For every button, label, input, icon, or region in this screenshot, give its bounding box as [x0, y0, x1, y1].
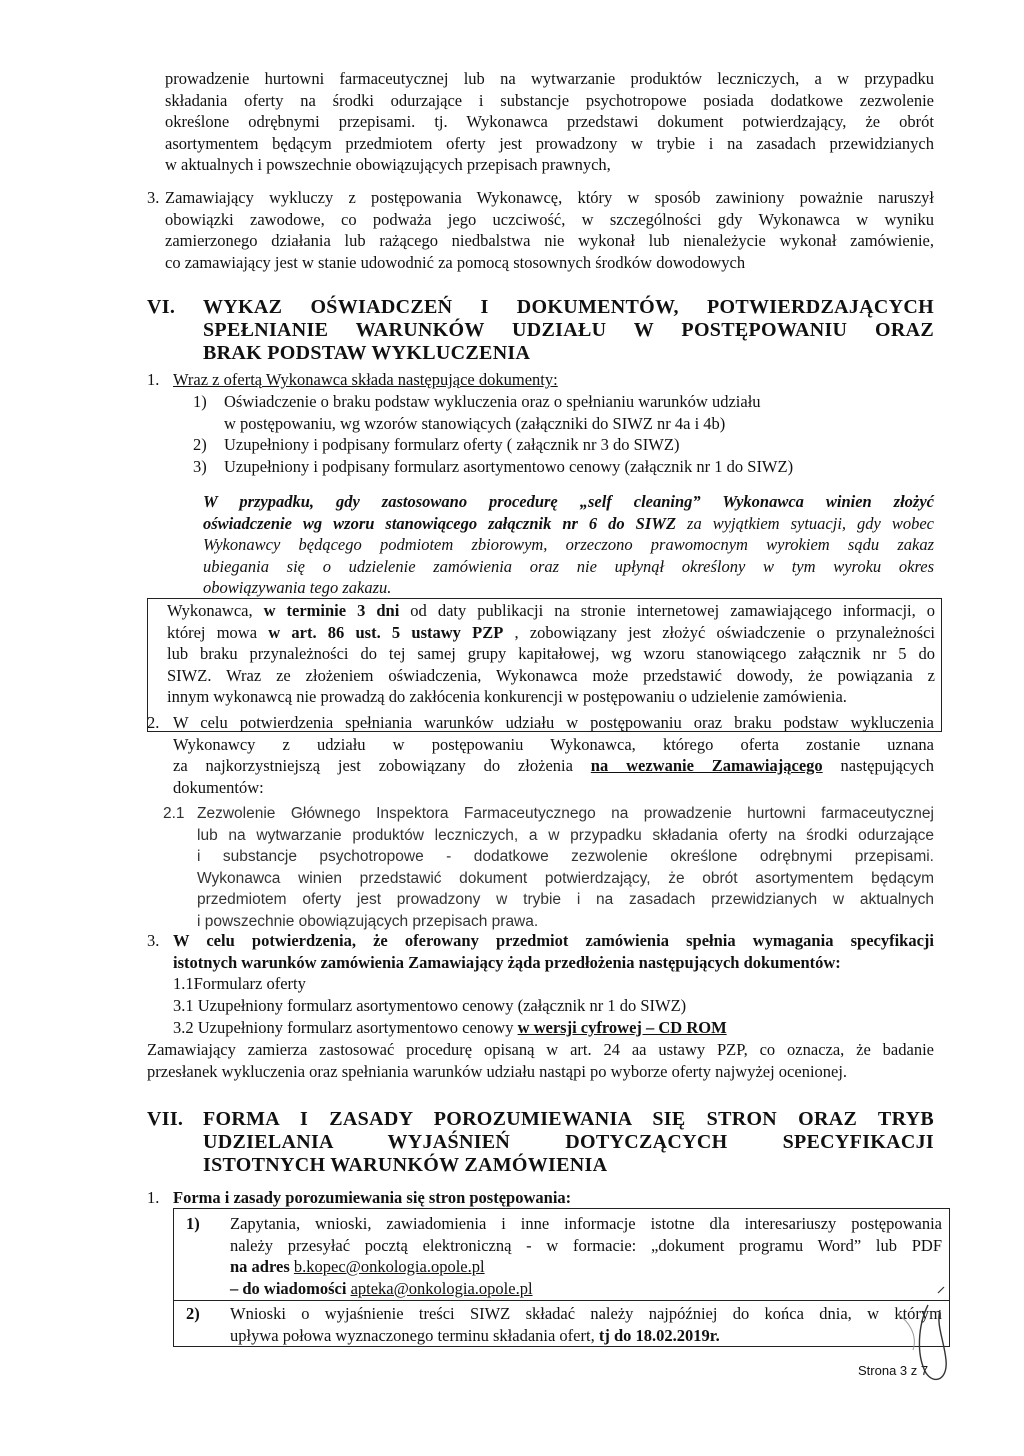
text-line: Zamawiający wykluczy z postępowania Wykonawcę, który w sposób zawiniony poważnie naruszył [165, 188, 934, 207]
list-number: 1) [193, 392, 207, 411]
emphasis-text: oświadczenie wg wzoru stanowiącego załącznik nr 6 do SIWZ [203, 513, 677, 533]
heading-line: SPEŁNIANIE WARUNKÓW UDZIAŁU W POSTĘPOWANIU ORAZ [203, 319, 934, 341]
text-line: przedmiotem oferty jest prowadzony w trybie i na zasadach przewidzianych w aktualnych [197, 891, 934, 908]
signature-scribble [888, 1285, 968, 1395]
item-number: 1. [147, 1188, 160, 1207]
text-line: Wykonawcy będącego podmiotem zbiorowym, orzeczono prawomocnym wyrokiem sądu zakaz [203, 535, 934, 554]
item-number: 3. [147, 188, 160, 207]
row-number: 2) [186, 1304, 200, 1323]
emphasis-text: w wersji cyfrowej – CD ROM [517, 1018, 727, 1037]
section-number: VI. [147, 296, 176, 318]
text-line: Zezwolenie Głównego Inspektora Farmaceutycznego na prowadzenie hurtowni farmaceutycznej [197, 805, 934, 822]
text-line: W przypadku, gdy zastosowano procedurę „self cleaning” Wykonawca winien złożyć [203, 492, 934, 511]
text-fragment: następujących [822, 756, 934, 775]
text-line: asortymentem będącym przedmiotem oferty jest prowadzony w trybie i na zasadach przewidzianych [165, 133, 934, 153]
row-number: 1) [186, 1214, 200, 1233]
text-fragment: za wyjątkiem sytuacji, gdy wobec [676, 513, 934, 533]
text-line: przesłanek wykluczenia oraz spełniania warunków udziału nastąpi po wyborze oferty najwyżej ocenionej. [147, 1061, 848, 1081]
text-line: istotnych warunków zamówienia Zamawiający żąda przedłożenia następujących dokumentów: [173, 952, 841, 972]
capital-group-notice [167, 600, 935, 708]
self-cleaning-paragraph [203, 491, 934, 599]
text-line: ubiegania się o udzielenie zamówienia oraz nie upłynął określony w tym wyroku okres [203, 556, 934, 576]
item3-requirements [173, 930, 934, 973]
item-number: 1. [147, 370, 160, 389]
text-line [230, 1325, 942, 1347]
email-link-primary[interactable]: b.kopec@onkologia.opole.pl [293, 1257, 485, 1276]
section-heading [203, 1108, 934, 1177]
list-number: 2) [193, 435, 207, 454]
text-line [173, 755, 934, 777]
contact-instructions [230, 1213, 942, 1299]
item21-paragraph [197, 803, 934, 932]
list-item [224, 391, 761, 434]
heading-line: FORMA I ZASADY POROZUMIEWANIA SIĘ STRON ORAZ TRYB [203, 1108, 934, 1130]
sub-item [173, 1017, 727, 1039]
section-number: VII. [147, 1108, 184, 1130]
text-fragment: upływa połowa wyznaczonego terminu składania ofert, [230, 1325, 599, 1345]
list-item: Uzupełniony i podpisany formularz oferty ( załącznik nr 3 do SIWZ) [224, 435, 680, 454]
item-number: 3. [147, 931, 160, 950]
item-number: 2.1 [163, 805, 185, 822]
text-fragment: za najkorzystniejszą jest zobowiązany do złożenia [173, 756, 591, 775]
text-line: i substancje psychotropowe - dodatkowe zezwolenie określone odrębnymi przepisami. [197, 848, 934, 865]
list-intro: Wraz z ofertą Wykonawca składa następujące dokumenty: [173, 370, 558, 389]
text-line: w aktualnych i powszechnie obowiązujących przepisach prawnych, [165, 155, 611, 174]
text-line: lub na wytwarzanie produktów leczniczych, a w przypadku składania oferty na środki odurzające [197, 826, 934, 844]
email-link-cc[interactable]: apteka@onkologia.opole.pl [350, 1278, 533, 1298]
text-line [230, 1278, 942, 1300]
emphasis-text: w terminie 3 dni [263, 601, 400, 620]
section-heading [203, 296, 934, 365]
list-item: Uzupełniony i podpisany formularz asortymentowo cenowy (załącznik nr 1 do SIWZ) [224, 457, 794, 476]
text-fragment: , zobowiązany jest złożyć oświadczenie o przynależności [503, 622, 936, 642]
item-number: 2. [147, 713, 160, 732]
text-fragment: od daty publikacji na stronie internetowej zamawiającego informacji, o [399, 601, 935, 620]
page-number: Strona 3 z 7 [858, 1363, 929, 1378]
text-line: Oświadczenie o braku podstaw wykluczenia oraz o spełnianiu warunków udziału [224, 392, 761, 411]
text-line: składania oferty na środki odurzające i substancje psychotropowe posiada dodatkowe zezwolenie [165, 90, 934, 110]
text-line: prowadzenie hurtowni farmaceutycznej lub na wytwarzanie produktów leczniczych, a w przypadku [165, 69, 934, 88]
text-line: Wykonawcy z udziału w postępowaniu Wykonawca, którego oferta zostanie uznana [173, 734, 934, 754]
subsection-title: Forma i zasady porozumiewania się stron postępowania: [173, 1188, 572, 1207]
text-line: obowiązki zawodowe, co podważa jego uczciwość, w szczególności gdy Wykonawca w wyniku [165, 209, 934, 229]
text-fragment: której mowa [167, 622, 269, 642]
emphasis-text: w art. 86 ust. 5 ustawy PZP [268, 622, 504, 642]
heading-line: UDZIELANIA WYJAŚNIEŃ DOTYCZĄCYCH SPECYFIKACJI [203, 1131, 934, 1153]
text-line: dokumentów: [173, 777, 264, 797]
text-line: Wykonawca winien przedstawić dokument potwierdzający, że obrót asortymentem będącym [197, 869, 934, 887]
sub-item: 1.1Formularz oferty [173, 974, 306, 993]
text-line: Zapytania, wnioski, zawiadomienia i inne informacje istotne dla interesariuszy postępowania [230, 1214, 942, 1233]
sub-item: 3.1 Uzupełniony formularz asortymentowo cenowy (załącznik nr 1 do SIWZ) [173, 996, 687, 1015]
text-line: w postępowaniu, wg wzorów stanowiących (załączniki do SIWZ nr 4a i 4b) [224, 413, 726, 433]
text-line: obowiązywania tego zakazu. [203, 578, 392, 597]
text-line [167, 600, 935, 622]
text-line: W celu potwierdzenia spełniania warunków udziału w postępowaniu oraz braku podstaw wykluczenia [173, 713, 934, 732]
closing-paragraph [147, 1039, 934, 1082]
text-fragment: na adres [230, 1257, 294, 1276]
text-line: lub braku przynależności do tej samej grupy kapitałowej, wg wzoru stanowiącego załącznik nr 5 do [167, 644, 935, 663]
heading-line: WYKAZ OŚWIADCZEŃ I DOKUMENTÓW, POTWIERDZAJĄCYCH [203, 296, 934, 318]
heading-line: ISTOTNYCH WARUNKÓW ZAMÓWIENIA [203, 1154, 608, 1176]
text-line [167, 622, 935, 644]
emphasis-text: na wezwanie Zamawiającego [590, 756, 823, 775]
text-line: określone odrębnymi przepisami. tj. Wykonawca przedstawi dokument potwierdzający, że obrót [165, 112, 934, 131]
text-line: i powszechnie obowiązujących przepisach prawa. [197, 912, 539, 930]
list-number: 3) [193, 457, 207, 476]
text-line: W celu potwierdzenia, że oferowany przedmiot zamówienia spełnia wymagania specyfikacji [173, 931, 934, 950]
text-line: Zamawiający zamierza zastosować procedurę opisaną w art. 24 aa ustawy PZP, co oznacza, że badanie [147, 1040, 934, 1059]
deadline-date: tj do 18.02.2019r. [598, 1325, 720, 1345]
text-line: zamierzonego działania lub rażącego niedbalstwa nie wykonał lub nienależycie wykonał zamówienie, [165, 231, 934, 250]
text-line [203, 513, 934, 535]
text-fragment: 3.2 Uzupełniony formularz asortymentowo cenowy [173, 1018, 518, 1037]
text-line [230, 1256, 942, 1278]
text-fragment: Wykonawca, [167, 601, 264, 620]
text-fragment: – do wiadomości [230, 1278, 351, 1298]
item2-paragraph [173, 712, 934, 798]
text-line: Wnioski o wyjaśnienie treści SIWZ składać należy najpóźniej do końca dnia, w którym [230, 1304, 942, 1323]
deadline-instructions [230, 1303, 942, 1346]
text-line: co zamawiający jest w stanie udowodnić za pomocą stosownych środków dowodowych [165, 252, 746, 272]
top-paragraph [165, 68, 934, 176]
item3-paragraph [165, 187, 934, 273]
text-line: innym wykonawcą nie prowadzą do zakłócenia konkurencji w postępowaniu o udzielenie zamówienia. [167, 687, 847, 706]
text-line: należy przesyłać pocztą elektroniczną - w formacie: „dokument programu Word” lub PDF [230, 1235, 942, 1255]
heading-line: BRAK PODSTAW WYKLUCZENIA [203, 342, 531, 364]
text-line: SIWZ. Wraz ze złożeniem oświadczenia, Wykonawca może przedstawić dowody, że powiązania z [167, 665, 935, 685]
